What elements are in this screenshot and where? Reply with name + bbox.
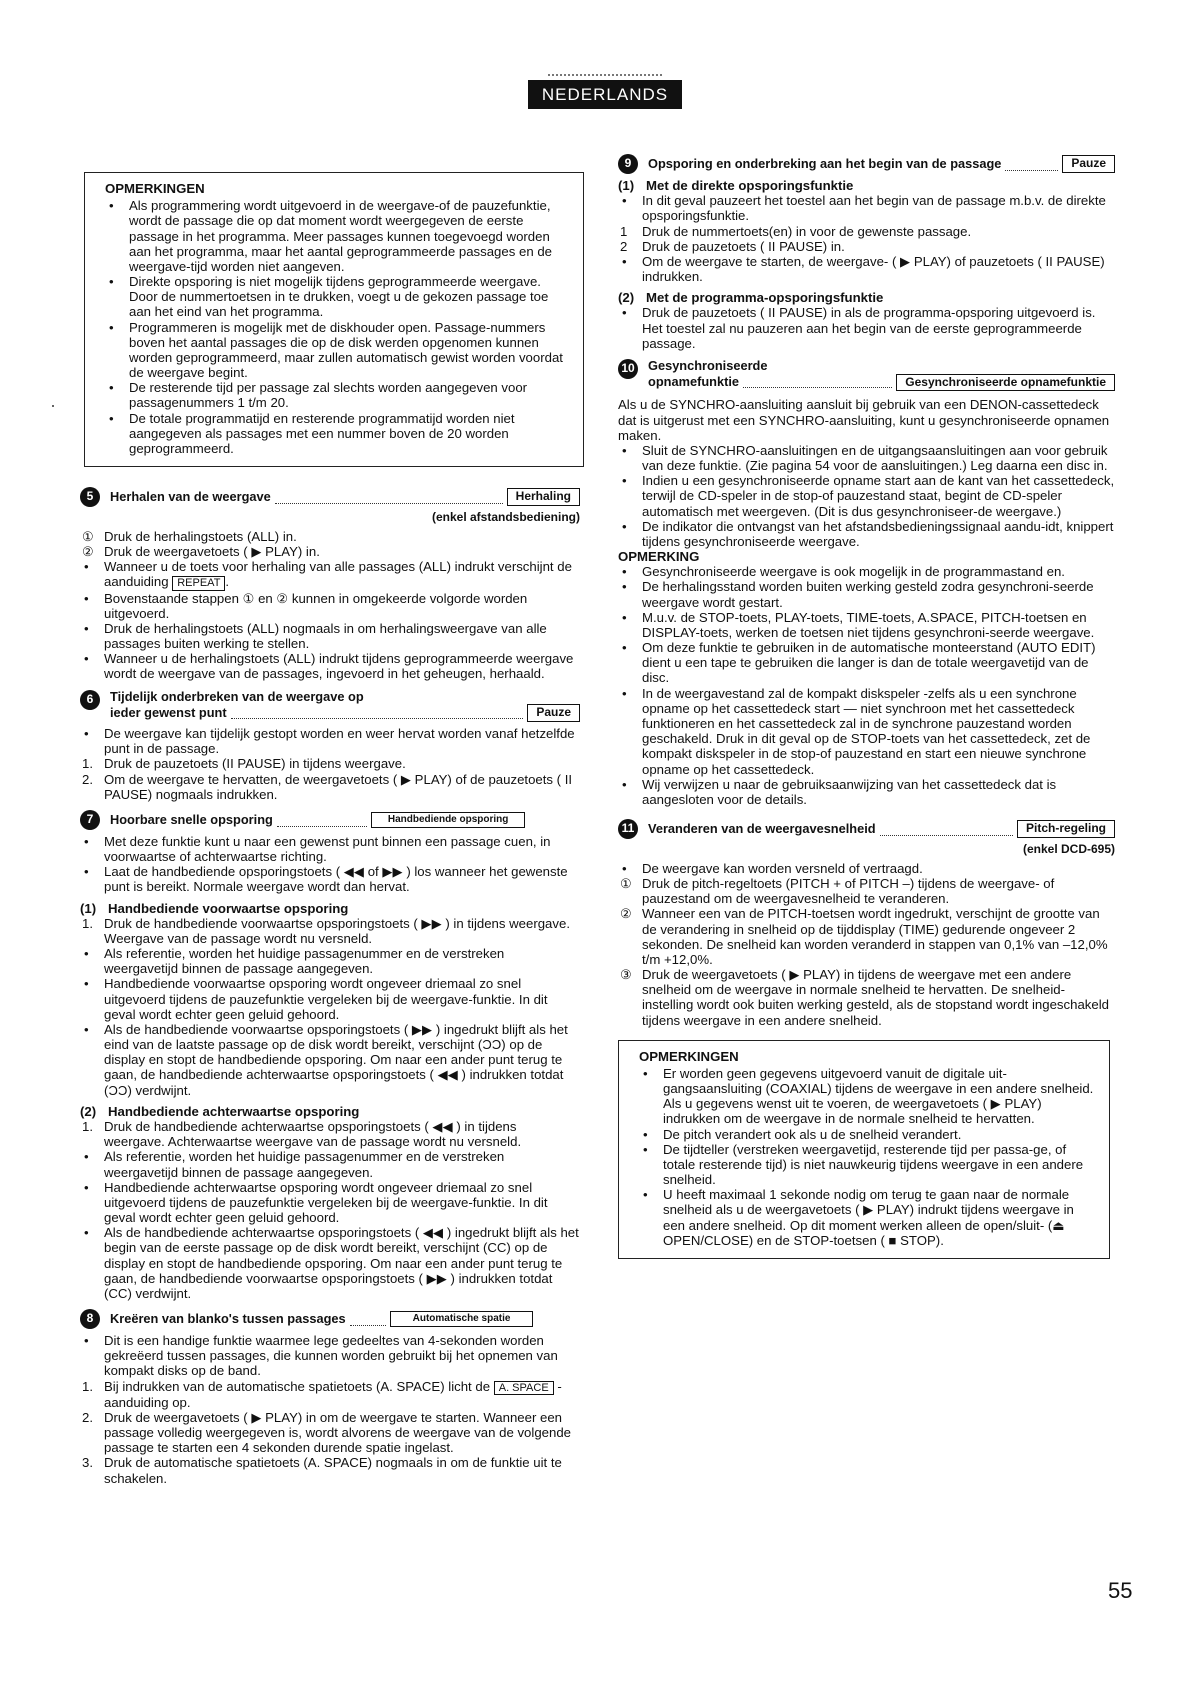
notes-list <box>105 198 573 456</box>
section-title: Herhalen van de weergave <box>110 488 271 504</box>
bullet-item: • Als de handbediende achterwaartse opsporingstoets ( ◀◀ ) ingedrukt blijft als het begin van de eerste passage op de disk wordt bereikt, verschijnt (CC) op de display en stopt de handbediende opsporing. Om naar een ander punt terug te gaan, de handbediende voorwaartse opsporingstoets ( ▶▶ ) indrukken totdat (CC) verdwijnt. <box>80 1225 580 1301</box>
bullet-item: • In de weergavestand zal de kompakt diskspeler -zelfs als u een synchrone opname op het cassettedeck start — niet synchroon met het cassettedeck funktioneren en het cassettedeck zal in de synchrone pauzestand worden geschakeld. Druk in dit geval op de STOP-toets van het cassettedeck, zet de kompakt diskspeler in de stop-of pauzestand en start een nieuwe synchrone opname op het cassettedeck. <box>618 686 1115 777</box>
section-number: 10 <box>618 359 638 379</box>
bullet-item: • Dit is een handige funktie waarmee lege gedeeltes van 4-sekonden worden gekreëerd tussen passages, die kunnen worden gebruikt bij het opnemen van kompakt disks op de band. <box>80 1333 580 1379</box>
note-item: • De pitch verandert ook als u de snelheid verandert. <box>639 1127 1099 1142</box>
section-number: 11 <box>618 819 638 839</box>
note-item: • Er worden geen gegevens uitgevoerd vanuit de digitale uit-gangsaansluiting (COAXIAL) tijdens de weergave in een andere snelheid. Als u gegevens wenst uit te voeren, de weergavetoets ( ▶ PLAY) indrukken om de weergave in de normale snelheid te hervatten. <box>639 1066 1099 1127</box>
subsection-heading: (1) Handbediende voorwaartse opsporing <box>80 900 349 916</box>
right-column <box>618 154 1115 1259</box>
page-number: 55 <box>1108 1578 1133 1603</box>
step-item: ① Druk de pitch-regeltoets (PITCH + of PITCH –) tijdens de weergave- of pauzestand om de weergavesnelheid te veranderen. <box>620 876 1055 907</box>
function-label: Herhaling <box>507 488 580 506</box>
bullet-item: • Als referentie, worden het huidige passagenummer en de verstreken weergavetijd binnen de passage aangegeven. <box>80 1149 580 1179</box>
section-title: Kreëren van blanko's tussen passages <box>110 1310 346 1326</box>
step-item: ③ Druk de weergavetoets ( ▶ PLAY) in tijdens de weergave met een andere snelheid om de weergave in normale snelheid te hervatten. De snelheid-instelling wordt ook buiten werking gesteld, als de stopstand wordt ingeschakeld tijdens weergave in een andere snelheid. <box>620 967 1109 1028</box>
section-title-cont: ieder gewenst punt <box>110 704 227 720</box>
section-5-body <box>80 529 580 682</box>
section-9-body <box>618 178 1115 351</box>
scan-mark <box>52 405 54 407</box>
section-title-cont: opnamefunktie <box>648 374 740 390</box>
bullet-item: • M.u.v. de STOP-toets, PLAY-toets, TIME-toets, A.SPACE, PITCH-toetsen en DISPLAY-toets, werken de toetsen niet tijdens gesynchroni-seerde weergave. <box>618 610 1115 640</box>
bullet-item: • Wanneer u de herhalingstoets (ALL) indrukt tijdens geprogrammeerde weergave wordt de weergave van de passages, ingevoerd in het geheugen, herhaald. <box>80 651 580 681</box>
step-item: 2. Om de weergave te hervatten, de weergavetoets ( ▶ PLAY) of de pauzetoets ( II PAUSE) nogmaals indrukken. <box>82 771 573 802</box>
notes-box-title: OPMERKINGEN <box>105 181 205 196</box>
step-item: 1. Druk de handbediende voorwaartse opsporingstoets ( ▶▶ ) in tijdens weergave. Weergave van de passage wordt nu versneld. <box>82 915 570 946</box>
bullet-item: • De indikator die ontvangst van het afstandsbedieningssignaal aandu-idt, knippert tijdens gesynchroniseerde weergave. <box>618 519 1115 549</box>
section-5-header <box>80 487 580 507</box>
function-label: Automatische spatie <box>390 1311 534 1327</box>
step-item: ① Druk de herhalingstoets (ALL) in. <box>82 528 297 544</box>
section-8-header <box>80 1309 580 1329</box>
notes-box-title: OPMERKINGEN <box>639 1048 739 1064</box>
section-number: 6 <box>80 690 100 710</box>
bullet-item: • De weergave kan tijdelijk gestopt worden en weer hervat worden vanaf hetzelfde punt in de passage. <box>80 726 580 756</box>
section-subtitle: (enkel DCD-695) <box>1022 842 1115 857</box>
bullet-item: • Wij verwijzen u naar de gebruiksaanwijzing van het cassettedeck dat is aangesloten voor de details. <box>618 777 1115 807</box>
section-7-header <box>80 810 580 830</box>
bullet-item: • Wanneer u de toets voor herhaling van alle passages (ALL) indrukt verschijnt de aanduiding REPEAT . <box>80 559 580 590</box>
section-subtitle: (enkel afstandsbediening) <box>431 510 580 525</box>
notes-box-right <box>618 1040 1110 1259</box>
bullet-item: • Om de weergave te starten, de weergave- ( ▶ PLAY) of pauzetoets ( II PAUSE) indrukken. <box>618 254 1115 284</box>
section-8-body <box>80 1333 580 1486</box>
bullet-item: • Met deze funktie kunt u naar een gewenst punt binnen een passage cuen, in voorwaartse of achterwaartse richting. <box>80 834 580 864</box>
bullet-item: • Handbediende achterwaartse opsporing wordt ongeveer driemaal zo snel uitgevoerd tijdens de pauzefunktie vergeleken bij de weergave-funktie. In dit geval wordt echter geen geluid gehoord. <box>80 1180 580 1226</box>
function-label: Handbediende opsporing <box>371 812 526 828</box>
section-number: 5 <box>80 487 100 507</box>
bullet-item: • Als referentie, worden het huidige passagenummer en de verstreken weergavetijd binnen de passage aangegeven. <box>80 946 580 976</box>
bullet-item: • De weergave kan worden versneld of vertraagd. <box>618 861 1115 876</box>
paragraph: Als u de SYNCHRO-aansluiting aansluit bij gebruik van een DENON-cassettedeck dat is uitgerust met een SYNCHRO-aansluiting, kunt u gesynchroniseerde opnamen maken. <box>618 397 1110 443</box>
note-heading: OPMERKING <box>618 549 700 565</box>
bullet-item: • Handbediende voorwaartse opsporing wordt ongeveer driemaal zo snel uitgevoerd tijdens de pauzefunktie vergeleken bij de weergave-funktie. In dit geval wordt echter geen geluid gehoord. <box>80 976 580 1022</box>
section-10-header <box>618 359 1115 392</box>
function-label: Pitch-regeling <box>1017 820 1115 838</box>
note-item: • Programmeren is mogelijk met de diskhouder open. Passage-nummers boven het aantal passages die op de disk werden opgenomen kunnen worden geprogrammeerd, maar zullen automatisch gewist worden voordat de weergave begint. <box>105 320 573 381</box>
section-11-body <box>618 861 1115 1028</box>
step-item: 1. Bij indrukken van de automatische spatietoets (A. SPACE) licht de A. SPACE -aanduiding op. <box>82 1378 562 1410</box>
step-item: 2. Druk de weergavetoets ( ▶ PLAY) in om de weergave te starten. Wanneer een passage volledig weergegeven is, wordt alvorens de weergave van de volgende passage te starten een 4 sekonden durende spatie ingelast. <box>82 1409 571 1456</box>
section-number: 8 <box>80 1309 100 1329</box>
bullet-item: • Indien u een gesynchroniseerde opname start aan de kant van het cassettedeck, terwijl de CD-speler in de stop-of pauzestand staat, begint de CD-speler automatisch met weergeven. (Dit is dus gesynchroniseer-de weergave.) <box>618 473 1115 519</box>
step-item: 1 Druk de nummertoets(en) in voor de gewenste passage. <box>620 223 972 239</box>
note-item: • De totale programmatijd en resterende programmatijd worden niet aangegeven als passages met een nummer boven de 20 worden geprogrammeerd. <box>105 411 573 457</box>
section-9-header <box>618 154 1115 174</box>
a-space-indicator: A. SPACE <box>494 1381 554 1395</box>
section-11-header <box>618 819 1115 839</box>
note-item: • Als programmering wordt uitgevoerd in de weergave-of de pauzefunktie, wordt de passage die op dat moment wordt weergegeven de eerste passage in het programma. Meer passages kunnen toegevoegd worden aan het programma, maar het aantal geprogrammeerde passages en de weergave-tijd worden niet aangeven. <box>105 198 573 274</box>
note-item: • De tijdteller (verstreken weergavetijd, resterende tijd per passa-ge, of totale resterende tijd) is niet nauwkeurig tijdens weergave in een andere snelheid. <box>639 1142 1099 1188</box>
step-item: ② Wanneer een van de PITCH-toetsen wordt ingedrukt, verschijnt de grootte van de verandering in snelheid op de tijddisplay (TIME) gedurende ongeveer 2 sekonden. De snelheid kan worden veranderd in stappen van 0,1% van –12,0% t/m +12,0%. <box>620 906 1108 967</box>
step-item: 1. Druk de pauzetoets (II PAUSE) in tijdens weergave. <box>82 756 406 772</box>
step-item: 1. Druk de handbediende achterwaartse opsporingstoets ( ◀◀ ) in tijdens weergave. Achterwaartse weergave van de passage wordt nu versneld. <box>82 1118 522 1150</box>
function-label: Pauze <box>1062 155 1115 173</box>
step-item: 2 Druk de pauzetoets ( II PAUSE) in. <box>620 238 845 254</box>
section-7-body <box>80 834 580 1301</box>
bullet-item: • In dit geval pauzeert het toestel aan het begin van de passage m.b.v. de direkte opsporingsfunktie. <box>618 193 1115 223</box>
bullet-item: • Druk de herhalingstoets (ALL) nogmaals in om herhalingsweergave van alle passages buiten werking te stellen. <box>80 621 580 651</box>
bullet-item: • Druk de pauzetoets ( II PAUSE) in als de programma-opsporing uitgevoerd is. Het toestel zal nu pauzeren aan het begin van de eerste geprogrammeerde passage. <box>618 305 1115 351</box>
language-label: NEDERLANDS <box>541 84 669 104</box>
notes-box-left <box>84 172 584 467</box>
note-item: • Direkte opsporing is niet mogelijk tijdens geprogrammeerde weergave. Door de nummertoetsen in te drukken, voegt u de gekozen passage toe aan het eind van het programma. <box>105 274 573 320</box>
section-title: Veranderen van de weergavesnelheid <box>648 820 876 836</box>
note-item: • U heeft maximaal 1 sekonde nodig om terug te gaan naar de normale snelheid als u de weergavetoets ( ▶ PLAY) indrukt tijdens weergave in een andere snelheid. Op dit moment werken alleen de open/sluit- (⏏ OPEN/CLOSE) en de STOP-toetsen ( ■ STOP). <box>639 1187 1099 1248</box>
left-column <box>80 172 580 1486</box>
bullet-item: • De herhalingsstand worden buiten werking gesteld zodra gesynchroni-seerde weergave wordt gestart. <box>618 579 1115 609</box>
function-label: Gesynchroniseerde opnamefunktie <box>896 374 1115 392</box>
section-number: 9 <box>618 154 638 174</box>
bullet-item: • Sluit de SYNCHRO-aansluitingen en de uitgangsaansluitingen aan voor gebruik van deze funktie. (Zie pagina 54 voor de aansluitingen.) Leg daarna een disc in. <box>618 443 1115 473</box>
subsection-heading: (2) Handbediende achterwaartse opsporing <box>80 1103 360 1119</box>
bullet-item: • Laat de handbediende opsporingstoets ( ◀◀ of ▶▶ ) los wanneer het gewenste punt is bereikt. Normale weergave wordt dan hervat. <box>80 864 580 894</box>
section-title: Gesynchroniseerde <box>648 357 768 373</box>
section-10-body <box>618 397 1115 807</box>
step-item: 3. Druk de automatische spatietoets (A. SPACE) nogmaals in om de funktie uit te schakelen. <box>82 1455 562 1486</box>
note-item: • De resterende tijd per passage zal slechts worden aangegeven voor passagenummers 1 t/m 20. <box>105 380 573 410</box>
step-item: ② Druk de weergavetoets ( ▶ PLAY) in. <box>82 544 320 560</box>
function-label: Pauze <box>527 704 580 722</box>
bullet-item: • Gesynchroniseerde weergave is ook mogelijk in de programmastand en. <box>618 564 1115 579</box>
bullet-item: • Bovenstaande stappen ① en ② kunnen in omgekeerde volgorde worden uitgevoerd. <box>80 591 580 621</box>
section-number: 7 <box>80 810 100 830</box>
section-6-body <box>80 726 580 802</box>
section-title: Hoorbare snelle opsporing <box>110 811 273 827</box>
section-title: Tijdelijk onderbreken van de weergave op <box>110 688 364 704</box>
section-title: Opsporing en onderbreking aan het begin van de passage <box>648 155 1002 171</box>
subsection-heading: (2) Met de programma-opsporingsfunktie <box>618 290 884 306</box>
repeat-indicator: REPEAT <box>172 576 225 590</box>
bullet-item: • Als de handbediende voorwaartse opsporingstoets ( ▶▶ ) ingedrukt blijft als het eind van de laatste passage op de disk wordt bereikt, verschijnt (ƆƆ) op de display en stopt de handbediende opsporing. Om naar een ander punt terug te gaan, de handbediende achterwaartse opsporingstoets ( ◀◀ ) indrukken totdat (ƆƆ) verdwijnt. <box>80 1022 580 1098</box>
bullet-item: • Om deze funktie te gebruiken in de automatische monteerstand (AUTO EDIT) dient u een tape te gebruiken die langer is dan de totale weergavetijd van de disc. <box>618 640 1115 686</box>
subsection-heading: (1) Met de direkte opsporingsfunktie <box>618 178 854 193</box>
section-6-header <box>80 690 580 723</box>
language-tab <box>528 80 682 109</box>
